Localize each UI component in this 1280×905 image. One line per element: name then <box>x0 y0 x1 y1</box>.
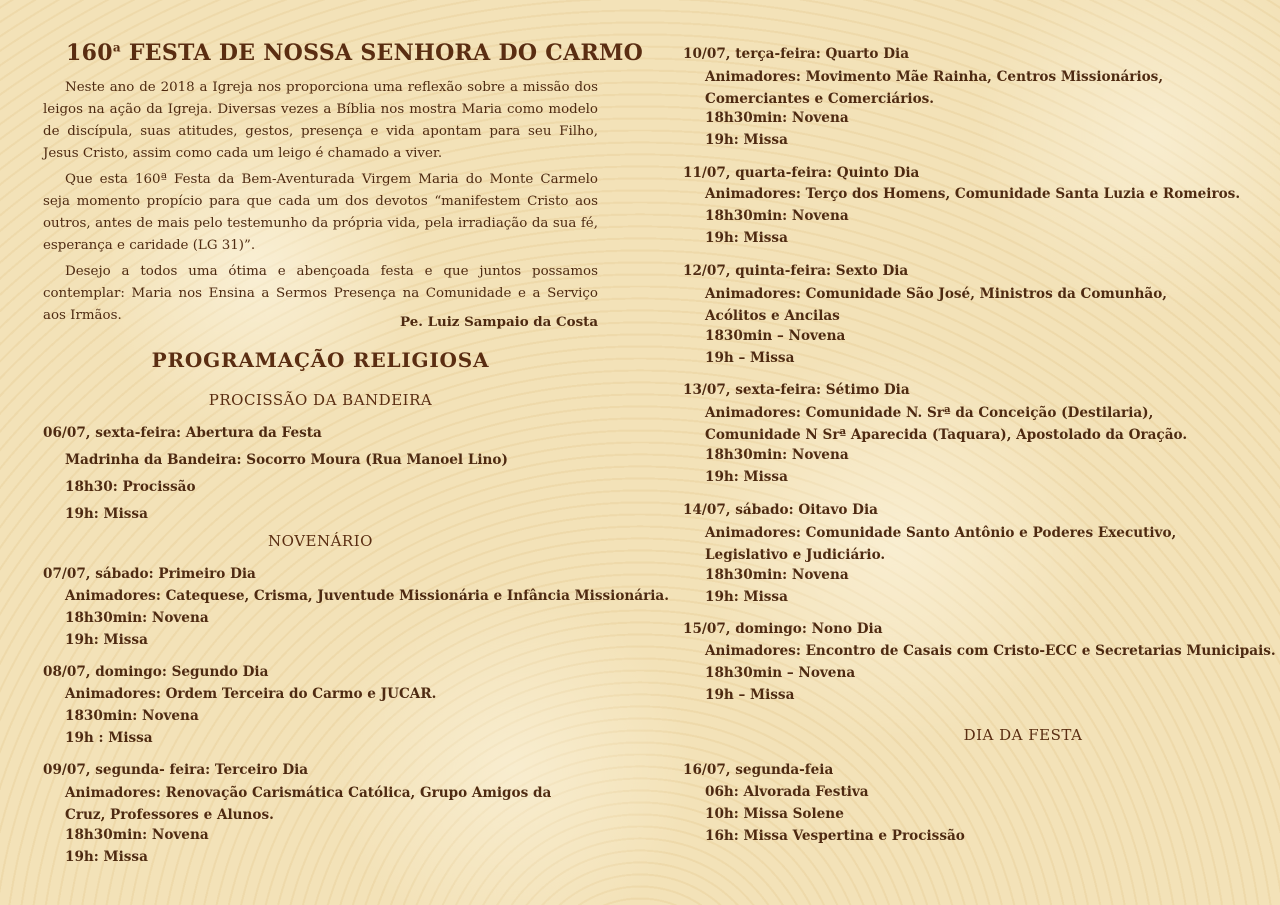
day-date: 09/07, segunda- feira: Terceiro Dia <box>43 762 309 778</box>
day-novena: 18h30min: Novena <box>705 567 849 583</box>
day-missa: 19h: Missa <box>65 632 148 648</box>
procissao-time-2: 19h: Missa <box>65 506 148 522</box>
festa-date: 16/07, segunda-feia <box>683 762 834 778</box>
day-missa: 19h – Missa <box>705 350 795 366</box>
day-missa: 19h: Missa <box>65 849 148 865</box>
festa-line-3: 16h: Missa Vespertina e Procissão <box>705 828 965 844</box>
day-animadores: Animadores: Movimento Mãe Rainha, Centros Missionários, Comerciantes e Comerciários. <box>705 69 1164 107</box>
procissao-date: 06/07, sexta-feira: Abertura da Festa <box>43 425 322 441</box>
day-date: 12/07, quinta-feira: Sexto Dia <box>683 263 909 279</box>
day-animadores: Animadores: Catequese, Crisma, Juventude Missionária e Infância Missionária. <box>65 588 669 604</box>
signature: Pe. Luiz Sampaio da Costa <box>400 314 598 330</box>
day-missa: 19h: Missa <box>705 230 788 246</box>
intro-paragraph-3: Desejo a todos uma ótima e abençoada festa e que juntos possamos contemplar: Maria nos Ensina a Sermos Presença na Comunidade e a Serviço aos Irmãos. <box>43 264 598 323</box>
procissao-time-1: 18h30: Procissão <box>65 479 196 495</box>
day-date: 13/07, sexta-feira: Sétimo Dia <box>683 382 910 398</box>
day-novena: 18h30min: Novena <box>65 827 209 843</box>
procissao-title: PROCISSÃO DA BANDEIRA <box>208 391 433 409</box>
procissao-madrinha: Madrinha da Bandeira: Socorro Moura (Rua Manoel Lino) <box>65 452 508 468</box>
day-animadores: Animadores: Ordem Terceira do Carmo e JUCAR. <box>65 686 437 702</box>
day-missa: 19h : Missa <box>65 730 153 746</box>
festa-line-2: 10h: Missa Solene <box>705 806 844 822</box>
day-missa: 19h: Missa <box>705 469 788 485</box>
day-missa: 19h: Missa <box>705 589 788 605</box>
novenario-title: NOVENÁRIO <box>268 532 373 550</box>
day-novena: 18h30min: Novena <box>705 110 849 126</box>
day-animadores: Animadores: Renovação Carismática Católica, Grupo Amigos da Cruz, Professores e Alunos. <box>65 785 552 823</box>
day-animadores: Animadores: Comunidade Santo Antônio e Poderes Executivo, Legislativo e Judiciário. <box>705 525 1177 563</box>
day-novena: 1830min – Novena <box>705 328 846 344</box>
day-animadores: Animadores: Comunidade São José, Ministros da Comunhão, Acólitos e Ancilas <box>705 286 1168 324</box>
festa-title: DIA DA FESTA <box>963 726 1083 744</box>
day-novena: 18h30min: Novena <box>65 610 209 626</box>
day-animadores: Animadores: Encontro de Casais com Cristo-ECC e Secretarias Municipais. <box>705 643 1276 659</box>
day-missa: 19h – Missa <box>705 687 795 703</box>
day-date: 10/07, terça-feira: Quarto Dia <box>683 46 909 62</box>
day-novena: 18h30min – Novena <box>705 665 856 681</box>
day-novena: 1830min: Novena <box>65 708 199 724</box>
day-date: 07/07, sábado: Primeiro Dia <box>43 566 256 582</box>
festa-line-1: 06h: Alvorada Festiva <box>705 784 869 800</box>
day-animadores: Animadores: Comunidade N. Srª da Conceição (Destilaria), Comunidade N Srª Aparecida (Taquara), Apostolado da Oração. <box>705 405 1188 443</box>
day-missa: 19h: Missa <box>705 132 788 148</box>
day-date: 15/07, domingo: Nono Dia <box>683 621 883 637</box>
day-date: 14/07, sábado: Oitavo Dia <box>683 502 878 518</box>
day-novena: 18h30min: Novena <box>705 447 849 463</box>
intro-paragraph-2: Que esta 160ª Festa da Bem-Aventurada Virgem Maria do Monte Carmelo seja momento propício para que cada um dos devotos “manifestem Cristo aos outros, antes de mais pelo testemunho da própria vida, pela irradiação da sua fé, esperança e caridade (LG 31)”. <box>43 172 598 253</box>
day-novena: 18h30min: Novena <box>705 208 849 224</box>
page-title: 160$^a$ FESTA DE NOSSA SENHORA DO CARMO <box>66 40 644 66</box>
program-title: PROGRAMAÇÃO RELIGIOSA <box>151 348 490 372</box>
day-date: 11/07, quarta-feira: Quinto Dia <box>683 165 920 181</box>
day-animadores: Animadores: Terço dos Homens, Comunidade Santa Luzia e Romeiros. <box>705 186 1241 202</box>
intro-paragraph-1: Neste ano de 2018 a Igreja nos proporciona uma reflexão sobre a missão dos leigos na ação da Igreja. Diversas vezes a Bíblia nos mostra Maria como modelo de discípula, suas atitudes, gestos, presença e vida apontam para seu Filho, Jesus Cristo, assim como cada um leigo é chamado a viver. <box>43 80 598 161</box>
day-date: 08/07, domingo: Segundo Dia <box>43 664 269 680</box>
